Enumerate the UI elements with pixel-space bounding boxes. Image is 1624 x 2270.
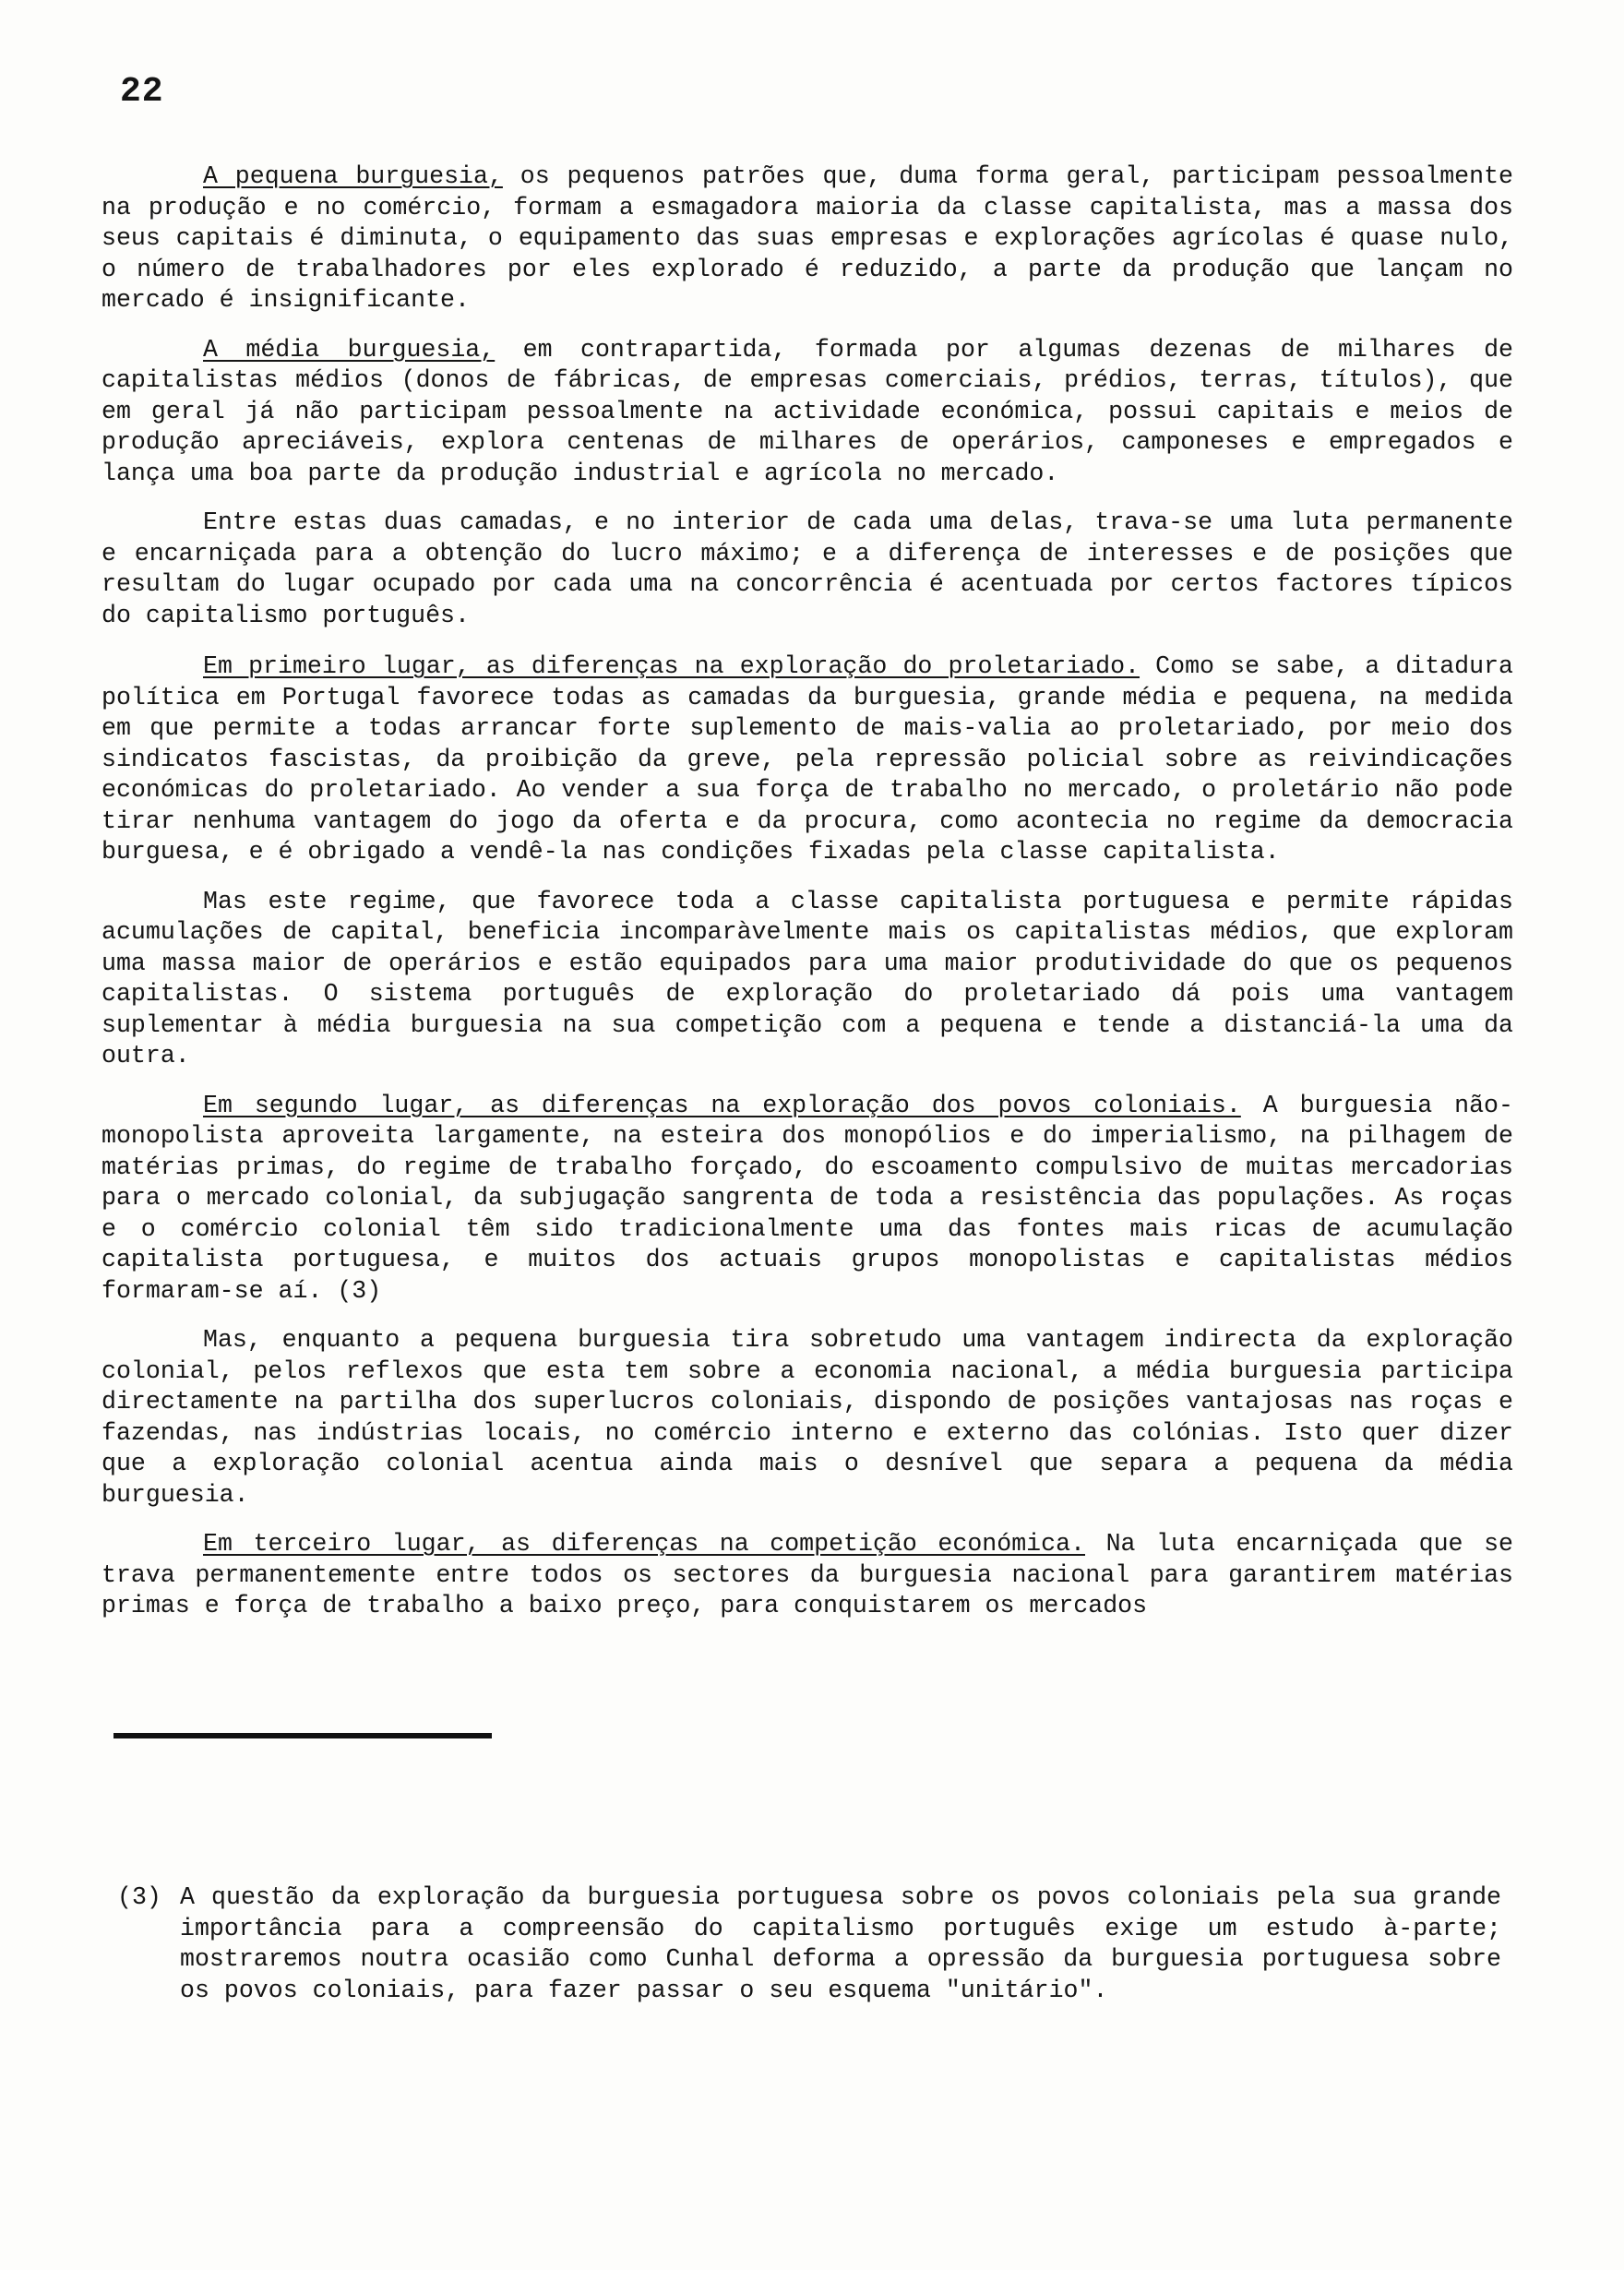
paragraph-lead: Em terceiro lugar, as diferenças na competição económica.	[203, 1530, 1086, 1558]
paragraph-lead: Em segundo lugar, as diferenças na exploração dos povos coloniais.	[203, 1091, 1241, 1119]
body-text	[102, 161, 1513, 1641]
paragraph-text: em contrapartida, formada por algumas dezenas de milhares de capitalistas médios (donos de fábricas, de empresas comerciais, prédios, terras, títulos), que em geral já não participam pessoalmente na actividade económica, possui capitais e meios de produção apreciáveis, explora centenas de milhares de operários, camponeses e empregados e lança uma boa parte da produção industrial e agrícola no mercado.	[102, 335, 1513, 487]
paragraph-text: A burguesia não-monopolista aproveita largamente, na esteira dos monopólios e do imperialismo, na pilhagem de matérias primas, do regime de trabalho forçado, do escoamento compulsivo de muitas mercadorias para o mercado colonial, da subjugação sangrenta de toda a resistência das populações. As roças e o comércio colonial têm sido tradicionalmente uma das fontes mais ricas de acumulação capitalista portuguesa, e muitos dos actuais grupos monopolistas e capitalistas médios formaram-se aí. (3)	[102, 1091, 1513, 1305]
paragraph-segundo-lugar	[102, 1091, 1513, 1308]
paragraph-text: Mas, enquanto a pequena burguesia tira sobretudo uma vantagem indirecta da exploração colonial, pelos reflexos que esta tem sobre a economia nacional, a média burguesia participa directamente na partilha dos superlucros coloniais, dispondo de posições vantajosas nas roças e fazendas, nas indústrias locais, no comércio interno e externo das colónias. Isto quer dizer que a exploração colonial acentua ainda mais o desnível que separa a pequena da média burguesia.	[102, 1326, 1513, 1509]
footnote-marker: (3)	[117, 1883, 161, 1911]
paragraph-exploracao-colonial	[102, 1325, 1513, 1511]
footnote-text: A questão da exploração da burguesia portuguesa sobre os povos coloniais pela sua grande importância para a compreensão do capitalismo português exige um estudo à-parte; mostraremos noutra ocasião como Cunhal deforma a opressão da burguesia portuguesa sobre os povos coloniais, para fazer passar o seu esquema "unitário".	[180, 1883, 1501, 2004]
paragraph-entre-camadas	[102, 508, 1513, 631]
paragraph-primeiro-lugar	[102, 651, 1513, 868]
paragraph-lead: Em primeiro lugar, as diferenças na exploração do proletariado.	[203, 652, 1140, 680]
paragraph-terceiro-lugar	[102, 1529, 1513, 1622]
page-number: 22	[120, 72, 164, 112]
paragraph-media-burguesia	[102, 335, 1513, 490]
paragraph-text: Na luta encarniçada que se trava permanentemente entre todos os sectores da burguesia nacional para garantirem matérias primas e força de trabalho a baixo preço, para conquistarem os mercados	[102, 1530, 1514, 1619]
footnote	[117, 1882, 1501, 2006]
paragraph-lead: A pequena burguesia,	[203, 162, 503, 190]
paragraph-text: Mas este regime, que favorece toda a classe capitalista portuguesa e permite rápidas acumulações de capital, beneficia incomparàvelmente mais os capitalistas médios, que exploram uma massa maior de operários e estão equipados para uma maior produtividade do que os pequenos capitalistas. O sistema português de exploração do proletariado dá pois uma vantagem suplementar à média burguesia na sua competição com a pequena e tende a distanciá-la uma da outra.	[102, 887, 1513, 1069]
footnote-divider	[113, 1733, 492, 1738]
paragraph-text: Como se sabe, a ditadura política em Portugal favorece todas as camadas da burguesia, grande média e pequena, na medida em que permite a todas arrancar forte suplemento de mais-valia ao proletariado, por meio dos sindicatos fascistas, da proibição da greve, pela repressão policial sobre as reivindicações económicas do proletariado. Ao vender a sua força de trabalho no mercado, o proletário não pode tirar nenhuma vantagem do jogo da oferta e da procura, como acontecia no regime da democracia burguesa, e é obrigado a vendê-la nas condições fixadas pela classe capitalista.	[102, 652, 1513, 866]
paragraph-text: Entre estas duas camadas, e no interior de cada uma delas, trava-se uma luta permanente e encarniçada para a obtenção do lucro máximo; e a diferença de interesses e de posições que resultam do lugar ocupado por cada uma na concorrência é acentuada por certos factores típicos do capitalismo português.	[102, 508, 1513, 629]
paragraph-lead: A média burguesia,	[203, 335, 496, 364]
paragraph-text: os pequenos patrões que, duma forma geral, participam pessoalmente na produção e no comércio, formam a esmagadora maioria da classe capitalista, mas a massa dos seus capitais é diminuta, o equipamento das suas empresas e explorações agrícolas é quase nulo, o número de trabalhadores por eles explorado é reduzido, a parte da produção que lançam no mercado é insignificante.	[102, 162, 1513, 314]
paragraph-mas-este-regime	[102, 887, 1513, 1072]
paragraph-pequena-burguesia	[102, 161, 1513, 317]
